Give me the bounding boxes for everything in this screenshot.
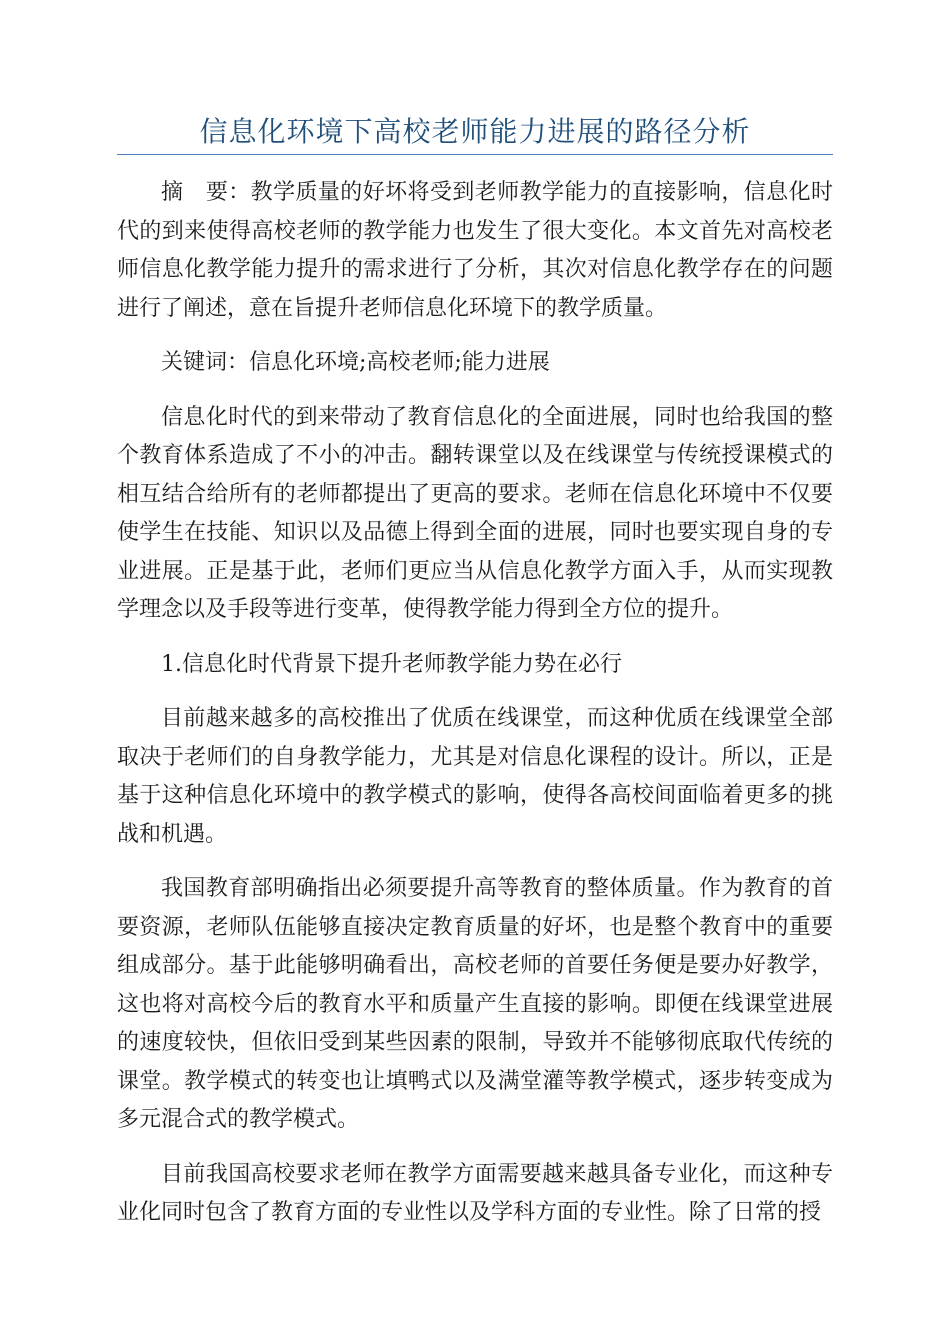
document-title: 信息化环境下高校老师能力进展的路径分析	[199, 115, 751, 148]
body-paragraph-4: 目前我国高校要求老师在教学方面需要越来越具备专业化，而这种专业化同时包含了教育方面的专业性以及学科方面的专业性。除了日常的授	[117, 1161, 833, 1225]
body-paragraph-2: 目前越来越多的高校推出了优质在线课堂，而这种优质在线课堂全部取决于老师们的自身教学能力，尤其是对信息化课程的设计。所以，正是基于这种信息化环境中的教学模式的影响，使得各高校间面临着更多的挑战和机遇。	[117, 706, 833, 847]
body-paragraph-1: 信息化时代的到来带动了教育信息化的全面进展，同时也给我国的整个教育体系造成了不小的冲击。翻转课堂以及在线课堂与传统授课模式的相互结合给所有的老师都提出了更高的要求。老师在信息化环境中不仅要使学生在技能、知识以及品德上得到全面的进展，同时也要实现自身的专业进展。正是基于此，老师们更应当从信息化教学方面入手，从而实现教学理念以及手段等进行变革，使得教学能力得到全方位的提升。	[117, 404, 833, 622]
section-heading-1: 1.信息化时代背景下提升老师教学能力势在必行	[161, 651, 622, 677]
document-body	[117, 174, 833, 1249]
body-paragraph-3: 我国教育部明确指出必须要提升高等教育的整体质量。作为教育的首要资源，老师队伍能够直接决定教育质量的好坏，也是整个教育中的重要组成部分。基于此能够明确看出，高校老师的首要任务便是要办好教学，这也将对高校今后的教育水平和质量产生直接的影响。即便在线课堂进展的速度较快，但依旧受到某些因素的限制，导致并不能够彻底取代传统的课堂。教学模式的转变也让填鸭式以及满堂灌等教学模式，逐步转变成为多元混合式的教学模式。	[117, 876, 833, 1132]
title-underline	[117, 154, 833, 155]
abstract-paragraph: 摘 要：教学质量的好坏将受到老师教学能力的直接影响，信息化时代的到来使得高校老师的教学能力也发生了很大变化。本文首先对高校老师信息化教学能力提升的需求进行了分析，其次对信息化教学存在的问题进行了阐述，意在旨提升老师信息化环境下的教学质量。	[117, 180, 833, 321]
keywords-line: 关键词：信息化环境;高校老师;能力进展	[161, 350, 550, 375]
